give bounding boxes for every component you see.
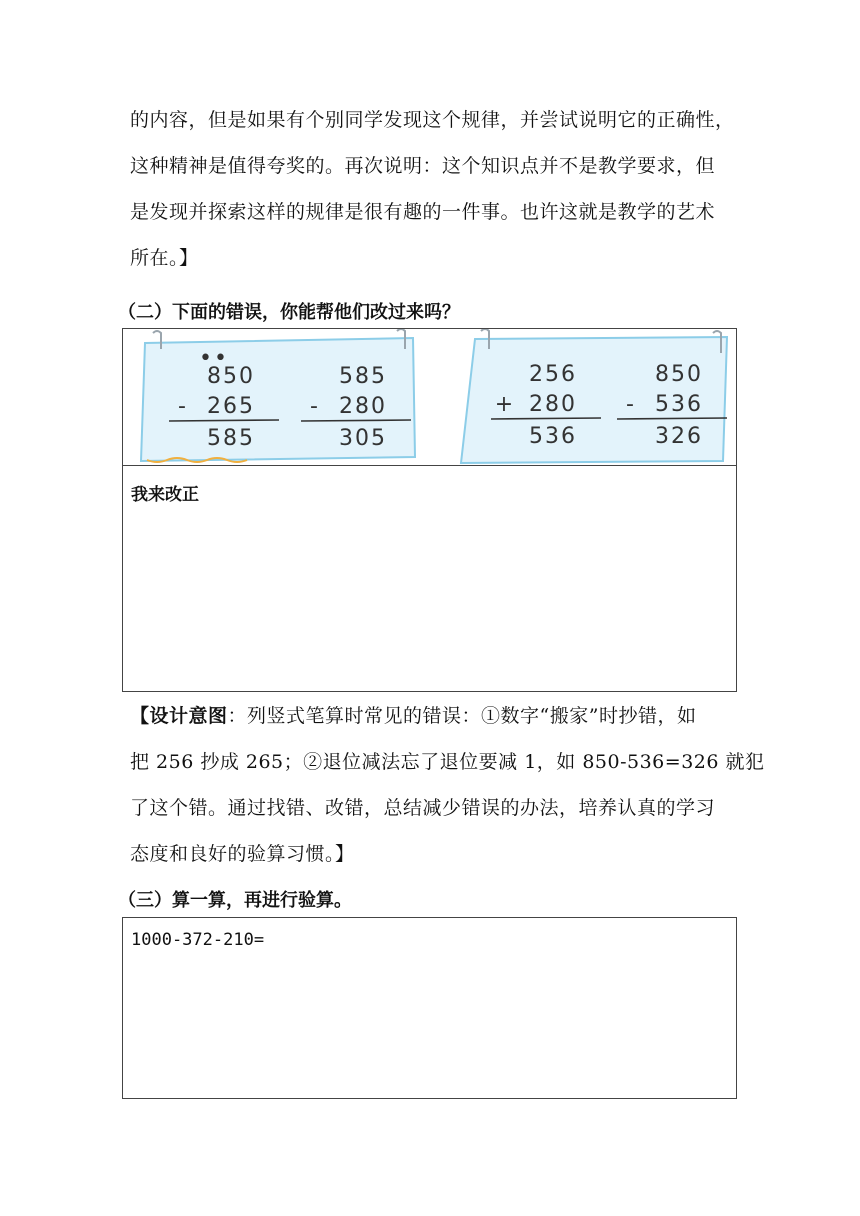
design-intent-line [130,693,732,739]
minuend: 850 [207,364,255,389]
operator: - [310,394,320,419]
minuend: 256 [529,362,577,387]
subtrahend: 536 [655,392,703,417]
subtrahend: 265 [207,394,255,419]
intro-line: 是发现并探索这样的规律是很有趣的一件事。也许这就是教学的艺术 [130,201,716,223]
intro-line: 这种精神是值得夸奖的。再次说明：这个知识点并不是教学要求，但 [130,155,716,177]
design-intent-text: ：列竖式笔算时常见的错误：①数字“搬家”时抄错，如 [227,705,697,727]
result: 326 [655,424,703,449]
result: 305 [339,426,387,451]
subtrahend: 280 [529,392,577,417]
answer-row[interactable] [123,466,736,692]
calculation-expression: 1000-372-210= [131,930,265,950]
design-intent-line: 态度和良好的验算习惯。】 [130,843,355,865]
section-3-heading: （三）算一算，再进行验算。 [118,890,352,911]
minuend: 850 [655,362,703,387]
operator: - [178,394,188,419]
intro-paragraph [130,97,735,281]
intro-line: 的内容，但是如果有个别同学发现这个规律，并尝试说明它的正确性， [130,109,735,131]
design-intent-label: 设计意图 [149,705,228,727]
design-intent-paragraph [130,693,765,877]
error-examples-illustration [123,329,736,465]
section-2-heading: （二）下面的错误，你能帮他们改过来吗？ [118,302,460,323]
result-line [617,418,727,419]
design-intent-line: 了这个错。通过找错、改错，总结减少错误的办法，培养认真的学习 [130,797,716,819]
calculation-box[interactable] [122,917,737,1099]
subtrahend: 280 [339,394,387,419]
operator: - [626,392,636,417]
answer-label: 我来改正 [131,485,199,505]
bracket: 【 [130,705,150,727]
intro-line: 所在。】 [130,247,199,269]
minuend: 585 [339,364,387,389]
result: 536 [529,424,577,449]
result-line [491,418,601,419]
error-correction-table [122,328,737,692]
operator: + [494,392,516,417]
error-examples-row [123,329,736,466]
borrow-dots: •• [199,346,229,371]
result: 585 [207,426,255,451]
result-line [169,420,279,421]
result-line [301,420,411,421]
design-intent-line: 把 256 抄成 265；②退位减法忘了退位要减 1，如 850-536=326 就犯 [130,751,765,773]
